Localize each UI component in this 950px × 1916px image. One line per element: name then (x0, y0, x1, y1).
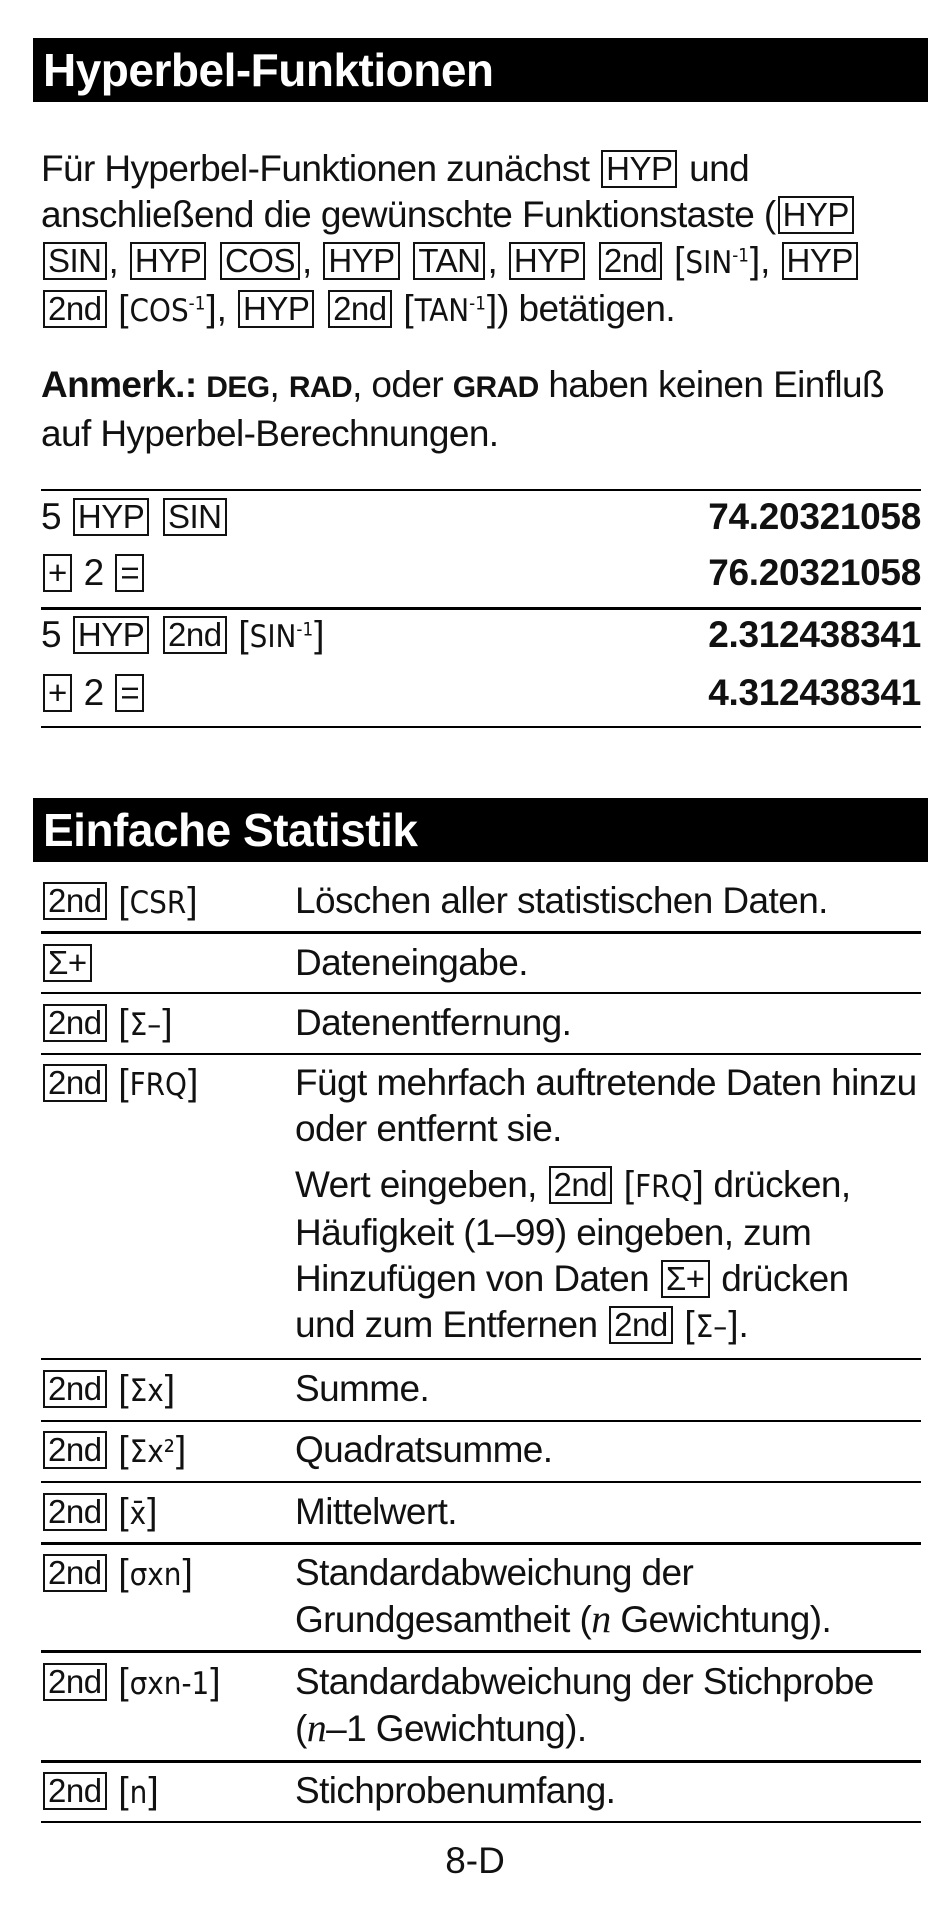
arcsin-label: [ $SIN^{-1}$ ] (238, 619, 324, 655)
intro-line-3: SIN , HYP COS , HYP TAN , HYP 2nd [ $SIN^{-1}$ ] , HYP (41, 238, 921, 286)
table-rule (41, 1358, 921, 1360)
stat-key-cell (41, 1768, 159, 1816)
stat-desc: Summe. (295, 1368, 430, 1409)
second-key: 2nd (43, 1663, 107, 1701)
mean-label: [ x̄ ] (118, 1496, 157, 1532)
example-row: 5 HYP 2nd [ $SIN^{-1}$ ] 2.312438341 (41, 612, 921, 660)
intro-line-4: 2nd [ $COS^{-1}$ ] , HYP 2nd [ $TAN^{-1}$ ] ) betätigen. (41, 286, 921, 334)
grad-label: GRAD (452, 371, 539, 404)
second-key: 2nd (43, 1064, 107, 1102)
example-result: 74.20321058 (708, 496, 921, 537)
section-header-hyperbel (33, 38, 928, 102)
stat-desc: Standardabweichung der Stichprobe (n–1 Gewichtung). (295, 1661, 874, 1750)
hyp-key: HYP (778, 196, 854, 234)
csr-label: [ CSR ] (118, 885, 197, 921)
section-title: Hyperbel-Funktionen (43, 44, 494, 96)
hyp-key: HYP (601, 150, 677, 188)
stat-key-cell (41, 1060, 198, 1108)
second-key: 2nd (43, 1493, 107, 1531)
second-key: 2nd (43, 290, 107, 328)
table-rule (41, 992, 921, 994)
sigma-plus-key: Σ+ (661, 1260, 710, 1298)
table-rule (41, 1650, 921, 1653)
stat-desc: Fügt mehrfach auftretende Daten hinzu oder entfernt sie. Wert eingeben, 2nd [ FRQ ] drücken, Häufigkeit (1–99) eingeben, zum Hinzufügen von Daten Σ+ drücken und zum Entfernen 2nd [ Σ– ] . (295, 1060, 925, 1350)
table-rule (41, 931, 921, 934)
stat-key-cell (41, 1000, 172, 1048)
plus-key: + (43, 554, 72, 592)
example-result: 2.312438341 (708, 614, 921, 655)
example-row: + 2 = 76.20321058 (41, 550, 921, 596)
frq-label: [ FRQ ] (624, 1169, 704, 1205)
sin-key: SIN (163, 498, 227, 536)
section-header-statistik (33, 798, 928, 862)
stat-desc: Dateneingabe. (295, 942, 528, 983)
second-key: 2nd (609, 1306, 673, 1344)
table-rule (41, 1542, 921, 1545)
second-key: 2nd (599, 242, 663, 280)
stat-desc: Quadratsumme. (295, 1429, 553, 1470)
rad-label: RAD (288, 371, 353, 404)
second-key: 2nd (43, 1004, 107, 1042)
arctan-label: [ $TAN^{-1}$ ] (403, 293, 497, 329)
stat-key-cell (41, 878, 197, 926)
stat-key-cell (41, 1366, 175, 1414)
hyp-key: HYP (782, 242, 858, 280)
table-rule (41, 1760, 921, 1763)
stat-desc: Löschen aller statistischen Daten. (295, 880, 828, 921)
section-title: Einfache Statistik (43, 804, 418, 856)
second-key: 2nd (43, 1772, 107, 1810)
equals-key: = (115, 674, 144, 712)
table-rule (41, 1420, 921, 1422)
stat-desc: Standardabweichung der Grundgesamtheit (n Gewichtung). (295, 1552, 832, 1641)
example-row: + 2 = 4.312438341 (41, 670, 921, 716)
example-result: 4.312438341 (708, 672, 921, 713)
hyp-key: HYP (509, 242, 585, 280)
stat-desc: Mittelwert. (295, 1491, 457, 1532)
example-result: 76.20321058 (708, 552, 921, 593)
second-key: 2nd (43, 882, 107, 920)
n-label: [ n ] (118, 1775, 158, 1811)
hyp-key: HYP (238, 290, 314, 328)
note-label: Anmerk.: (41, 364, 197, 405)
sigma-plus-key: Σ+ (43, 944, 92, 982)
stat-desc: Stichprobenumfang. (295, 1770, 616, 1811)
arccos-label: [ $COS^{-1}$ ] (118, 293, 216, 329)
sigma-xn-label: [ σxn ] (118, 1557, 192, 1593)
sum-x-label: [ Σx ] (118, 1373, 175, 1409)
hyp-key: HYP (323, 242, 399, 280)
second-key: 2nd (549, 1166, 613, 1204)
table-rule (41, 607, 921, 610)
second-key: 2nd (43, 1554, 107, 1592)
cos-key: COS (220, 242, 300, 280)
hyp-key: HYP (130, 242, 206, 280)
deg-label: DEG (206, 371, 270, 404)
sum-x-squared-label: [ Σx² ] (118, 1434, 186, 1470)
table-rule (41, 1053, 921, 1055)
tan-key: TAN (413, 242, 485, 280)
hyp-key: HYP (73, 616, 149, 654)
table-rule (41, 1481, 921, 1483)
equals-key: = (115, 554, 144, 592)
stat-key-cell (41, 1550, 193, 1598)
hyp-key: HYP (73, 498, 149, 536)
sin-key: SIN (43, 242, 107, 280)
stat-key-cell (41, 1427, 186, 1475)
stat-key-cell (41, 1659, 221, 1707)
sigma-minus-label: [ Σ– ] (118, 1007, 172, 1043)
arcsin-label: [ $SIN^{-1}$ ] (674, 245, 760, 281)
second-key: 2nd (43, 1370, 107, 1408)
intro-line-1: Für Hyperbel-Funktionen zunächst HYP und (41, 148, 750, 189)
note-paragraph: Anmerk.: DEG, RAD, oder GRAD haben keinen Einfluß auf Hyperbel-Berechnungen. (41, 364, 885, 454)
stat-key-cell (41, 940, 94, 986)
table-rule (41, 1821, 921, 1823)
example-row: 5 HYP SIN 74.20321058 (41, 494, 921, 540)
second-key: 2nd (43, 1431, 107, 1469)
frq-label: [ FRQ ] (118, 1067, 198, 1103)
page-number: 8-D (445, 1840, 505, 1881)
table-rule (41, 726, 921, 728)
stat-desc: Datenentfernung. (295, 1002, 572, 1043)
second-key: 2nd (163, 616, 227, 654)
table-rule (41, 489, 921, 491)
sigma-minus-label: [ Σ– ] (684, 1309, 738, 1345)
stat-key-cell (41, 1489, 157, 1537)
sigma-xn-1-label: [ σxn-1 ] (118, 1666, 220, 1702)
second-key: 2nd (328, 290, 392, 328)
intro-paragraph (41, 146, 921, 334)
plus-key: + (43, 674, 72, 712)
intro-line-2: anschließend die gewünschte Funktionstaste ( HYP (41, 192, 921, 238)
